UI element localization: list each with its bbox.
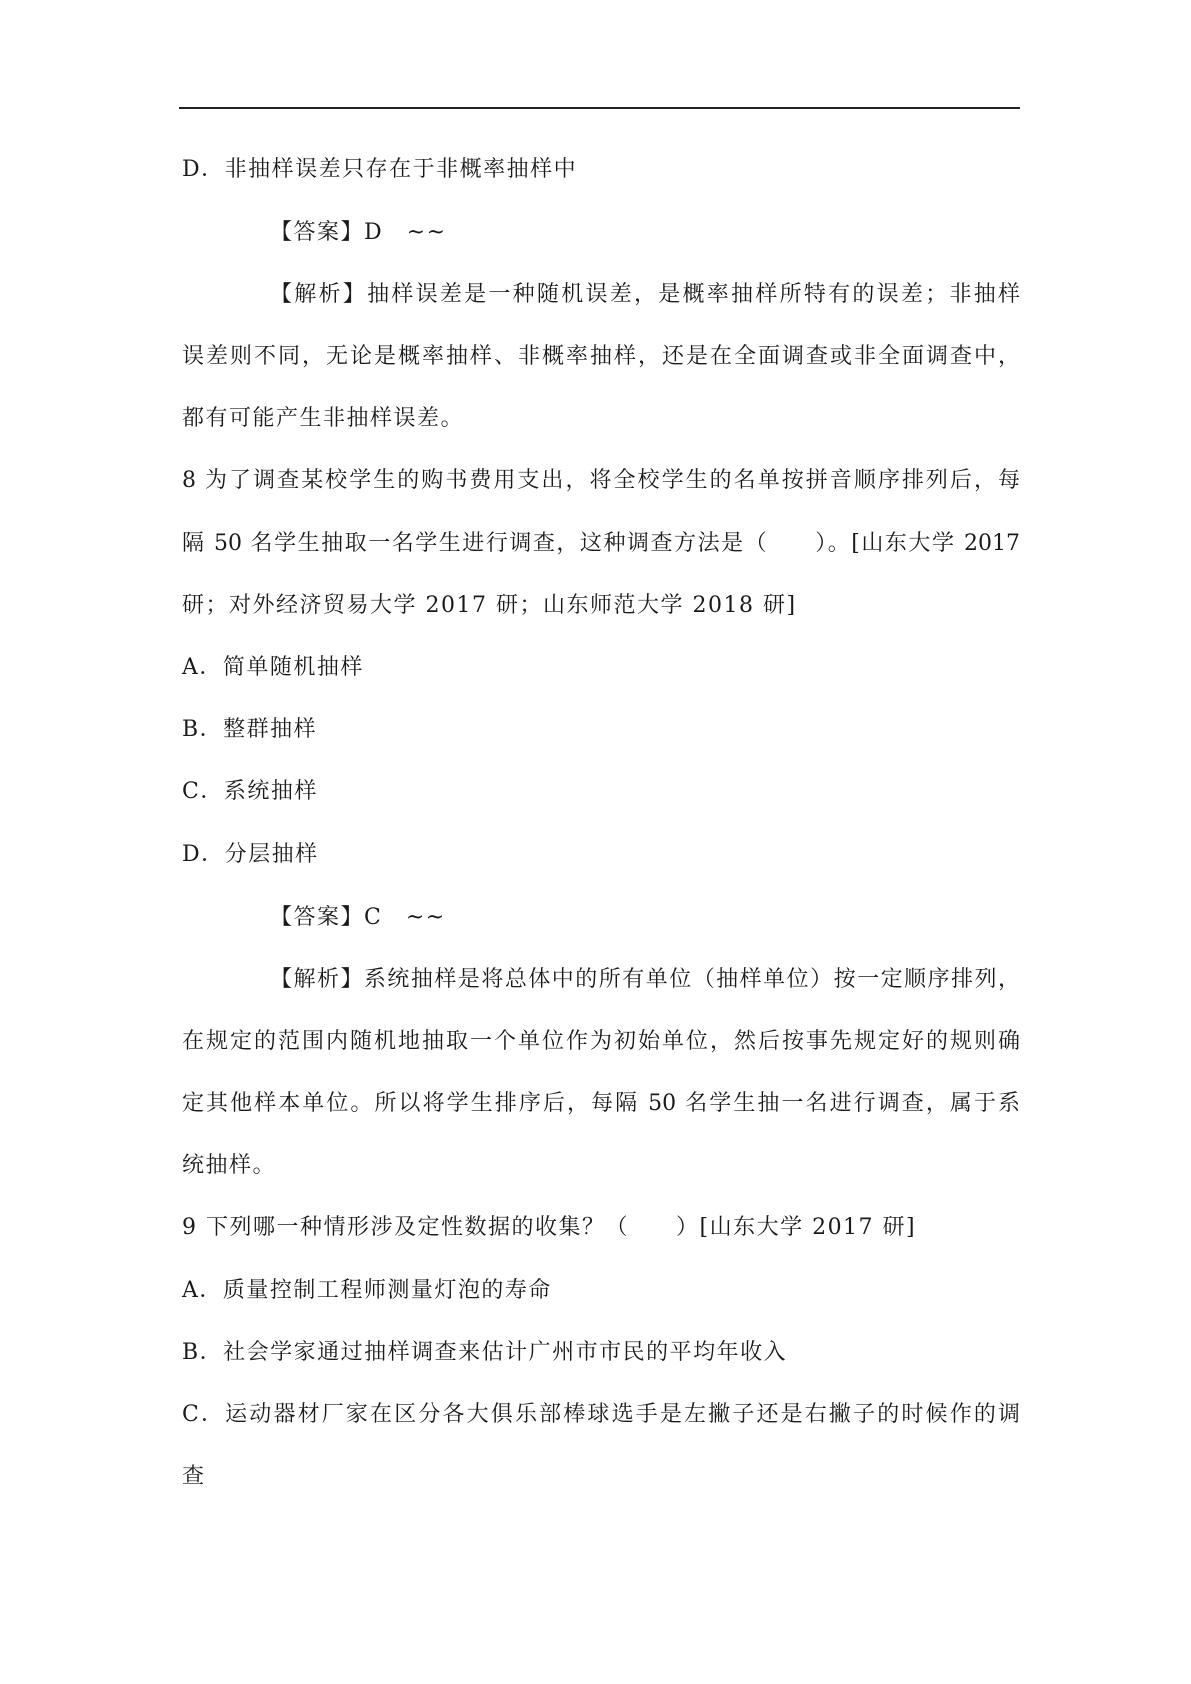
q8-option-b: B．整群抽样 [182,717,318,742]
q8-question-line-3: 研；对外经济贸易大学 2017 研；山东师范大学 2018 研] [182,593,797,618]
q8-question-line-1: 8 为了调查某校学生的购书费用支出，将全校学生的名单按拼音顺序排列后，每 [182,468,1020,493]
q8-analysis-line-4: 统抽样。 [182,1153,277,1178]
q9-option-c-line-1: C．运动器材厂家在区分各大俱乐部棒球选手是左撇子还是右撇子的时候作的调 [182,1402,1020,1427]
q9-question: 9 下列哪一种情形涉及定性数据的收集？（ ）[山东大学 2017 研] [182,1215,917,1240]
q8-answer: 【答案】C ~~ [270,905,446,930]
q7-answer: 【答案】D ~~ [270,220,447,245]
q8-analysis-line-3: 定其他样本单位。所以将学生排序后，每隔 50 名学生抽一名进行调查，属于系 [182,1091,1020,1116]
q8-question-line-2: 隔 50 名学生抽取一名学生进行调查，这种调查方法是（ ）。[山东大学 2017 [182,531,1020,556]
q8-option-a: A．简单随机抽样 [182,655,364,680]
q7-analysis-line-1: 【解析】抽样误差是一种随机误差，是概率抽样所特有的误差；非抽样 [270,282,1020,307]
q7-option-d: D．非抽样误差只存在于非概率抽样中 [182,157,578,182]
q7-analysis-line-2: 误差则不同，无论是概率抽样、非概率抽样，还是在全面调查或非全面调查中， [182,344,1020,369]
q7-analysis-line-3: 都有可能产生非抽样误差。 [182,406,465,431]
q8-analysis-line-2: 在规定的范围内随机地抽取一个单位作为初始单位，然后按事先规定好的规则确 [182,1029,1020,1054]
header-rule [179,107,1020,109]
q9-option-c-line-2: 查 [182,1464,206,1489]
q8-option-d: D．分层抽样 [182,842,319,867]
q8-analysis-line-1: 【解析】系统抽样是将总体中的所有单位（抽样单位）按一定顺序排列， [270,967,1020,992]
q8-option-c: C．系统抽样 [182,779,318,804]
q9-option-a: A．质量控制工程师测量灯泡的寿命 [182,1278,552,1303]
q9-option-b: B．社会学家通过抽样调查来估计广州市市民的平均年收入 [182,1340,788,1365]
